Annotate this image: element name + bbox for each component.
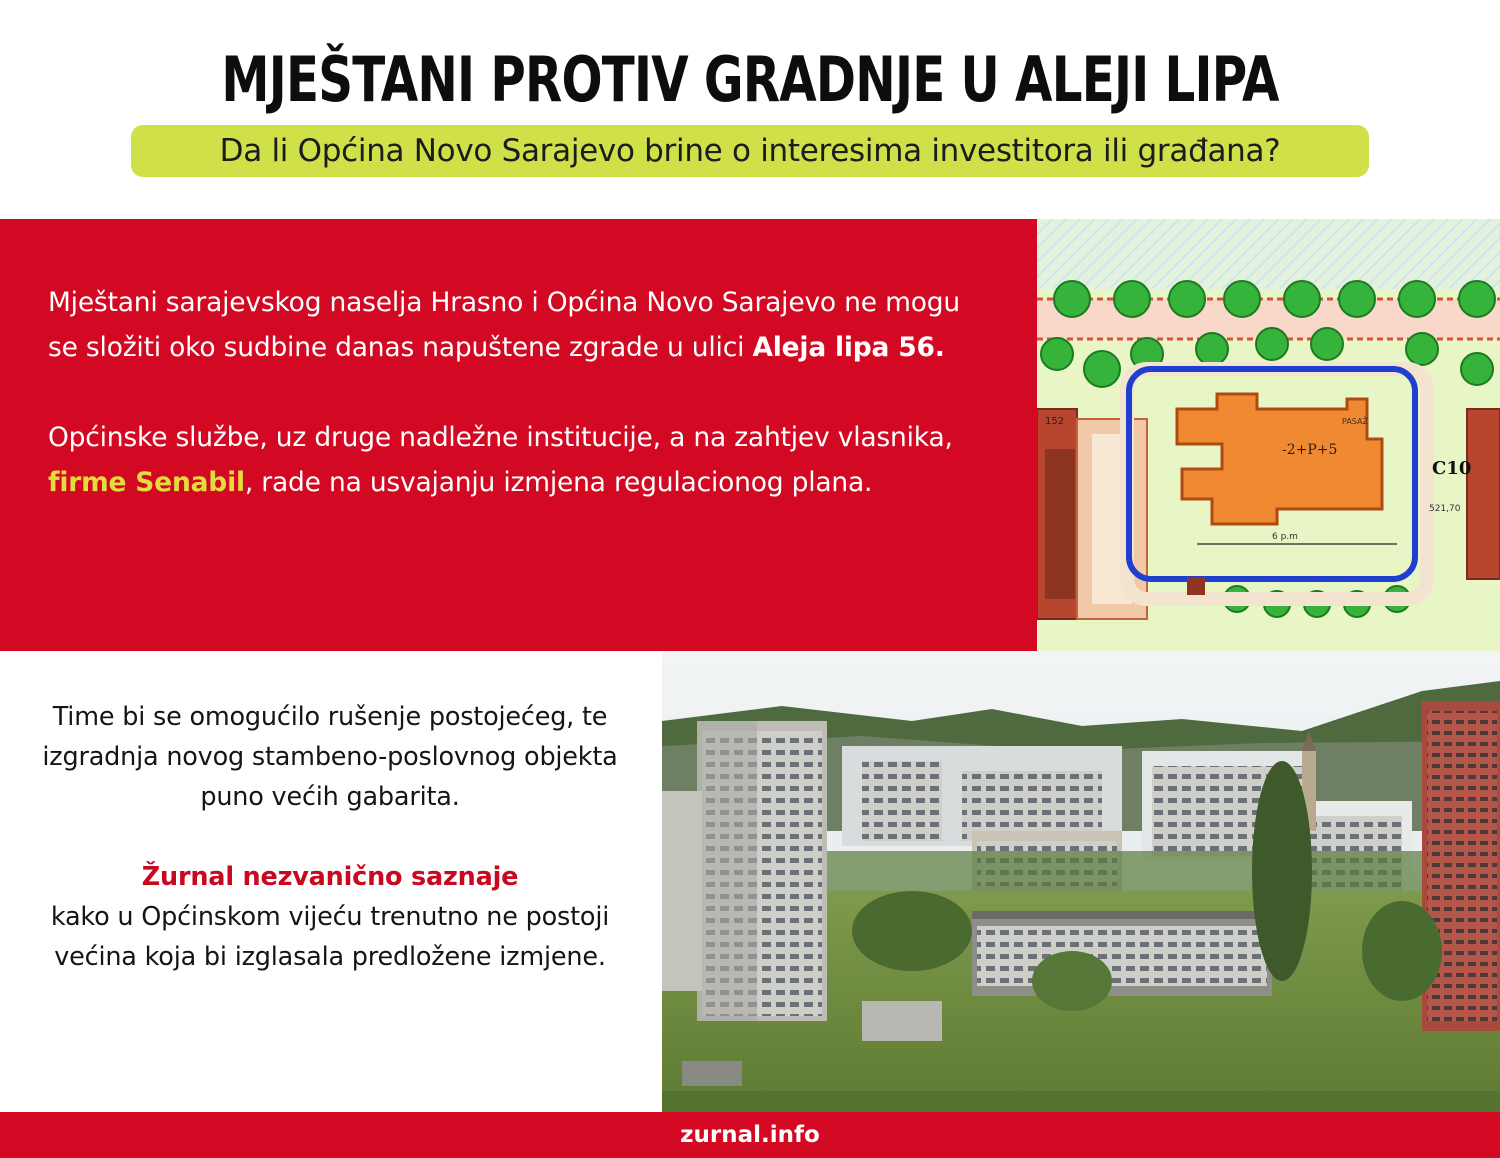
photo-drawing <box>662 651 1500 1112</box>
footer-site-link[interactable]: zurnal.info <box>680 1122 820 1148</box>
parcel-label: 152 <box>1045 416 1065 427</box>
building-floors-label: -2+P+5 <box>1282 442 1338 458</box>
elevation-label: 521,70 <box>1429 504 1461 514</box>
bottom-paragraph-1: Time bi se omogućilo rušenje postojećeg, te izgradnja novog stambeno-poslovnog objekta puno većih gabarita. <box>42 702 618 812</box>
page-title: MJEŠTANI PROTIV GRADNJE U ALEJI LIPA <box>221 43 1279 116</box>
neighborhood-aerial-photo <box>662 651 1500 1112</box>
plan-drawing <box>1037 219 1500 651</box>
parking-label: 6 p.m <box>1272 532 1298 542</box>
footer-bar <box>0 1112 1500 1158</box>
subtitle-banner <box>131 125 1369 177</box>
regulation-plan-image <box>1037 219 1500 651</box>
zone-label: C10 <box>1432 458 1472 479</box>
passage-label: PASAŽ <box>1342 417 1368 426</box>
company-highlight: firme Senabil <box>48 467 245 498</box>
subtitle-text: Da li Općina Novo Sarajevo brine o interesima investitora ili građana? <box>219 133 1281 169</box>
bottom-info-text <box>40 697 620 977</box>
red-paragraph-1-text: Mještani sarajevskog naselja Hrasno i Općina Novo Sarajevo ne mogu se složiti oko sudbine danas napuštene zgrade u ulici <box>48 287 960 363</box>
red-paragraph-2-text-a: Općinske službe, uz druge nadležne institucije, a na zahtjev vlasnika, <box>48 422 953 453</box>
red-paragraph-2 <box>48 415 968 505</box>
red-info-text <box>48 280 968 550</box>
red-paragraph-2-text-b: , rade na usvajanju izmjena regulacionog plana. <box>244 467 873 498</box>
red-paragraph-1 <box>48 280 968 370</box>
address-bold: Aleja lipa 56. <box>752 332 945 363</box>
source-highlight: Žurnal nezvanično saznaje <box>141 862 519 892</box>
bottom-paragraph-2-text: kako u Općinskom vijeću trenutno ne postoji većina koja bi izglasala predložene izmjene. <box>50 902 610 972</box>
bottom-paragraph-2 <box>40 857 620 977</box>
